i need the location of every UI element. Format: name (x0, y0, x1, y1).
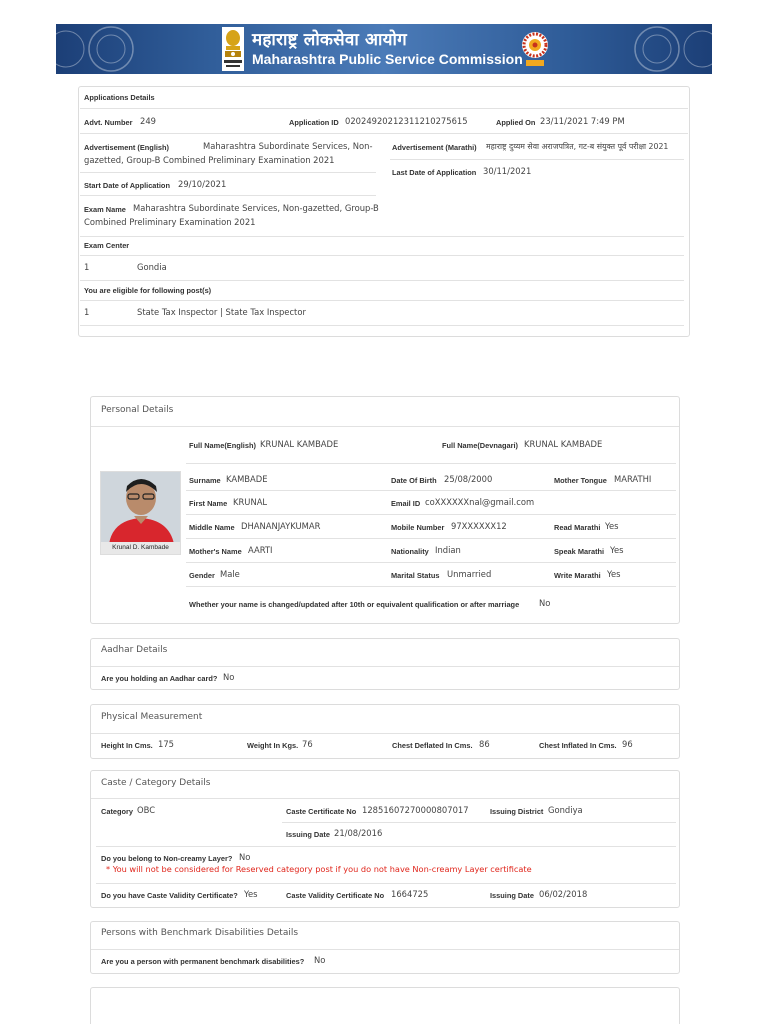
banner-title-english: Maharashtra Public Service Commission (252, 51, 523, 67)
caste-validity-no-label: Caste Validity Certificate No (286, 891, 385, 900)
full-name-devnagari-value: KRUNAL KAMBADE (524, 439, 603, 449)
eligible-post-number: 1 (84, 307, 90, 317)
name-changed-value: No (539, 598, 551, 608)
disability-answer-value: No (314, 955, 326, 965)
read-marathi-label: Read Marathi (554, 523, 601, 532)
eligible-post-value: State Tax Inspector | State Tax Inspector (137, 307, 306, 317)
section-title-caste: Caste / Category Details (101, 778, 211, 788)
caste-validity-label: Do you have Caste Validity Certificate? (101, 891, 238, 900)
marital-status-value: Unmarried (447, 569, 492, 579)
issuing-district-label: Issuing District (490, 807, 544, 816)
section-title-physical: Physical Measurement (101, 712, 203, 722)
applied-on-value: 23/11/2021 7:49 PM (540, 116, 625, 126)
caste-category-panel (90, 770, 680, 908)
start-date-value: 29/10/2021 (178, 179, 227, 189)
full-name-english-value: KRUNAL KAMBADE (260, 439, 339, 449)
exam-name-value-line2: Combined Preliminary Examination 2021 (84, 217, 256, 227)
aadhar-holding-value: No (223, 672, 235, 682)
advertisement-english-label: Advertisement (English) (84, 143, 170, 152)
caste-issuing-date-value: 21/08/2016 (334, 828, 383, 838)
surname-label: Surname (189, 476, 221, 485)
height-value: 175 (158, 739, 174, 749)
middle-name-value: DHANANJAYKUMAR (241, 521, 321, 531)
exam-center-label: Exam Center (84, 241, 130, 250)
caste-certificate-no-value: 12851607270000807017 (362, 805, 469, 815)
mobile-value: 97XXXXXX12 (451, 521, 507, 531)
first-name-value: KRUNAL (233, 497, 268, 507)
exam-name-label: Exam Name (84, 205, 126, 214)
exam-name-value-line1: Maharashtra Subordinate Services, Non-gazetted, Group-B (133, 203, 379, 213)
application-id-value: 02024920212311210275615 (345, 116, 468, 126)
mothers-name-value: AARTI (248, 545, 273, 555)
chest-deflated-value: 86 (479, 739, 490, 749)
exam-center-number: 1 (84, 262, 90, 272)
photo-caption: Krunal D. Kambade (101, 542, 180, 554)
weight-label: Weight In Kgs. (247, 741, 299, 750)
email-value: coXXXXXXnal@gmail.com (425, 497, 535, 507)
name-changed-label: Whether your name is changed/updated after 10th or equivalent qualification or after marriage (189, 600, 520, 609)
mother-tongue-value: MARATHI (614, 474, 652, 484)
validity-issuing-date-label: Issuing Date (490, 891, 534, 900)
applied-on-label: Applied On (496, 118, 536, 127)
national-emblem-icon (220, 27, 246, 71)
decorative-pattern-right (602, 24, 712, 74)
advertisement-marathi-value: महाराष्ट्र दुय्यम सेवा अराजपत्रित, गट-ब संयुक्त पूर्व परीक्षा 2021 (486, 142, 669, 151)
mothers-name-label: Mother's Name (189, 547, 242, 556)
start-date-label: Start Date of Application (84, 181, 170, 190)
weight-value: 76 (302, 739, 313, 749)
speak-marathi-value: Yes (610, 545, 624, 555)
first-name-label: First Name (189, 499, 228, 508)
decorative-pattern-left (56, 24, 166, 74)
aadhar-holding-label: Are you holding an Aadhar card? (101, 674, 218, 683)
caste-validity-value: Yes (244, 889, 258, 899)
caste-certificate-no-label: Caste Certificate No (286, 807, 357, 816)
nationality-label: Nationality (391, 547, 429, 556)
advertisement-marathi-label: Advertisement (Marathi) (392, 143, 477, 152)
issuing-district-value: Gondiya (548, 805, 583, 815)
caste-validity-no-value: 1664725 (391, 889, 429, 899)
chest-deflated-label: Chest Deflated In Cms. (392, 741, 473, 750)
next-section-panel (90, 987, 680, 1024)
header-banner (56, 24, 712, 74)
height-label: Height In Cms. (101, 741, 153, 750)
speak-marathi-label: Speak Marathi (554, 547, 605, 556)
advertisement-english-value-line2: gazetted, Group-B Combined Preliminary Examination 2021 (84, 155, 335, 165)
category-value: OBC (137, 805, 156, 815)
write-marathi-value: Yes (607, 569, 621, 579)
last-date-label: Last Date of Application (392, 168, 477, 177)
section-title-aadhar: Aadhar Details (101, 645, 168, 655)
eligible-posts-label: You are eligible for following post(s) (84, 286, 212, 295)
full-name-devnagari-label: Full Name(Devnagari) (442, 441, 518, 450)
non-creamy-layer-label: Do you belong to Non-creamy Layer? (101, 854, 233, 863)
validity-issuing-date-value: 06/02/2018 (539, 889, 588, 899)
mpsc-seal-icon (520, 28, 550, 68)
applicant-photo (100, 471, 181, 555)
advt-number-label: Advt. Number (84, 118, 133, 127)
dob-value: 25/08/2000 (444, 474, 493, 484)
category-label: Category (101, 807, 134, 816)
nationality-value: Indian (435, 545, 461, 555)
marital-status-label: Marital Status (391, 571, 440, 580)
section-title-disability: Persons with Benchmark Disabilities Details (101, 928, 299, 938)
exam-center-value: Gondia (137, 262, 167, 272)
chest-inflated-label: Chest Inflated In Cms. (539, 741, 617, 750)
email-label: Email ID (391, 499, 421, 508)
advt-number-value: 249 (140, 116, 156, 126)
disability-question-label: Are you a person with permanent benchmark disabilities? (101, 957, 305, 966)
banner-title-hindi: महाराष्ट्र लोकसेवा आयोग (252, 30, 407, 50)
mother-tongue-label: Mother Tongue (554, 476, 607, 485)
gender-label: Gender (189, 571, 215, 580)
dob-label: Date Of Birth (391, 476, 437, 485)
full-name-english-label: Full Name(English) (189, 441, 256, 450)
applicant-photo-image (101, 472, 181, 544)
application-id-label: Application ID (289, 118, 339, 127)
advertisement-english-value-line1: Maharashtra Subordinate Services, Non- (203, 141, 373, 151)
section-title-application: Applications Details (84, 93, 155, 102)
non-creamy-warning: * You will not be considered for Reserved category post if you do not have Non-creamy Layer certificate (106, 864, 532, 874)
write-marathi-label: Write Marathi (554, 571, 601, 580)
gender-value: Male (220, 569, 240, 579)
surname-value: KAMBADE (226, 474, 268, 484)
last-date-value: 30/11/2021 (483, 166, 532, 176)
caste-issuing-date-label: Issuing Date (286, 830, 330, 839)
non-creamy-layer-value: No (239, 852, 251, 862)
read-marathi-value: Yes (605, 521, 619, 531)
middle-name-label: Middle Name (189, 523, 235, 532)
chest-inflated-value: 96 (622, 739, 633, 749)
section-title-personal: Personal Details (101, 405, 174, 415)
mobile-label: Mobile Number (391, 523, 445, 532)
